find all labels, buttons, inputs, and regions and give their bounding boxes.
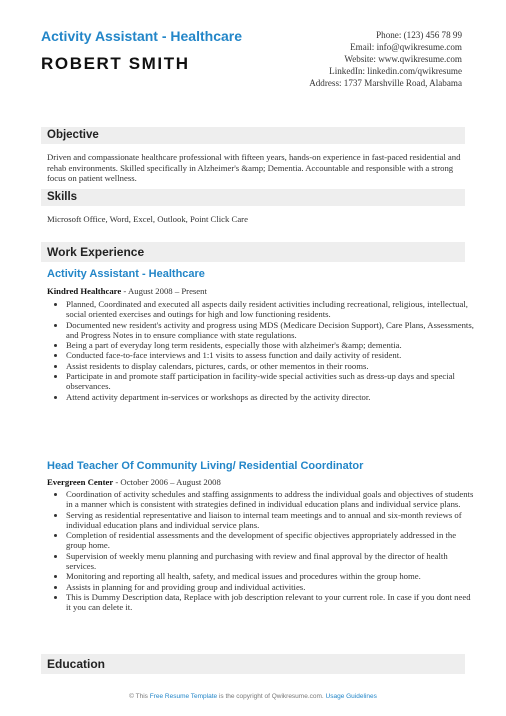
education-heading: Education xyxy=(41,654,465,674)
job-bullet: • Supervision of weekly menu planning and purchasing with review and final approval by the director of health services. xyxy=(66,551,476,572)
contact-phone: Phone: (123) 456 78 99 xyxy=(376,30,462,40)
job-bullet: • Attend activity department in-services or workshops as directed by the activity director. xyxy=(66,392,476,402)
contact-email: Email: info@qwikresume.com xyxy=(350,42,462,53)
job-bullet: • Monitoring and reporting all health, safety, and medical issues and procedures within the group home. xyxy=(66,571,476,581)
employer-line xyxy=(47,477,221,487)
skills-text: Microsoft Office, Word, Excel, Outlook, Point Click Care xyxy=(47,214,248,224)
job-bullet: • Completion of residential assessments and the development of specific objectives appropriately addressed in the group home. xyxy=(66,530,476,551)
contact-linkedin: LinkedIn: linkedin.com/qwikresume xyxy=(329,66,462,77)
free-resume-template-link[interactable]: Free Resume Template xyxy=(149,693,218,700)
job-bullets xyxy=(56,489,476,613)
job-bullet: • Planned, Coordinated and executed all aspects daily resident activities including recreational, religious, intellectual, social oriented exercises and outings for high and low functioning residents. xyxy=(66,299,476,320)
job-bullet: • Serving as residential representative and liaison to internal team meetings and to annual and six-month reviews of individual education plans and individual service plans. xyxy=(66,510,476,531)
contact-address: Address: 1737 Marshville Road, Alabama xyxy=(309,78,462,89)
employer-name: Kindred Healthcare xyxy=(47,286,122,296)
job-bullet: • Assists in planning for and providing group and individual activities. xyxy=(66,582,476,592)
employment-dates: - October 2006 – August 2008 xyxy=(113,477,221,487)
copyright-footer xyxy=(0,693,506,700)
job-bullet: • Conducted face-to-face interviews and 1:1 visits to assess function and daily activity of resident. xyxy=(66,350,476,360)
objective-heading: Objective xyxy=(41,127,465,144)
employer-name: Evergreen Center xyxy=(47,477,114,487)
employer-line xyxy=(47,286,207,296)
footer-middle: is the copyright of Qwikresume.com. xyxy=(217,693,326,700)
job-bullet: • Being a part of everyday long term residents, especially those with alzheimer's &amp; dementia. xyxy=(66,340,476,350)
job-bullet: • Participate in and promote staff participation in facility-wide special activities such as dress-up days and special observances. xyxy=(66,371,476,392)
job-bullet: • This is Dummy Description data, Replace with job description relevant to your current role. In case if you dont need it you can delete it. xyxy=(66,592,476,613)
skills-heading: Skills xyxy=(41,189,465,206)
person-name: ROBERT SMITH xyxy=(41,54,190,73)
employment-dates: - August 2008 – Present xyxy=(121,286,207,296)
job-title: Head Teacher Of Community Living/ Residential Coordinator xyxy=(47,460,364,472)
contact-website: Website: www.qwikresume.com xyxy=(344,54,462,65)
footer-prefix: © This xyxy=(129,693,150,700)
work-experience-heading: Work Experience xyxy=(41,242,465,262)
objective-text: Driven and compassionate healthcare professional with fifteen years, hands-on experience in fast-paced residential and rehab environments. Skilled specifically in Alzheimer's &amp; Dementia. Accountable and responsible with a strong focus on patient wellness. xyxy=(47,152,461,184)
job-title: Activity Assistant - Healthcare xyxy=(47,268,205,280)
contact-block xyxy=(222,29,462,89)
job-bullet: • Documented new resident's activity and progress using MDS (Medicare Decision Support), Care Plans, Assessments, and Progress Notes in to ensure compliance with state regulations. xyxy=(66,320,476,341)
job-bullet: • Coordination of activity schedules and staffing assignments to address the individual goals and objectives of students in a manner which is consistent with strategies defined in individual education plans and individual service plans. xyxy=(66,489,476,510)
header-job-title: Activity Assistant - Healthcare xyxy=(41,28,242,44)
job-bullet: • Assist residents to display calendars, pictures, cards, or other mementos in their rooms. xyxy=(66,361,476,371)
job-bullets xyxy=(56,299,476,402)
usage-guidelines-link[interactable]: Usage Guidelines xyxy=(325,693,377,700)
